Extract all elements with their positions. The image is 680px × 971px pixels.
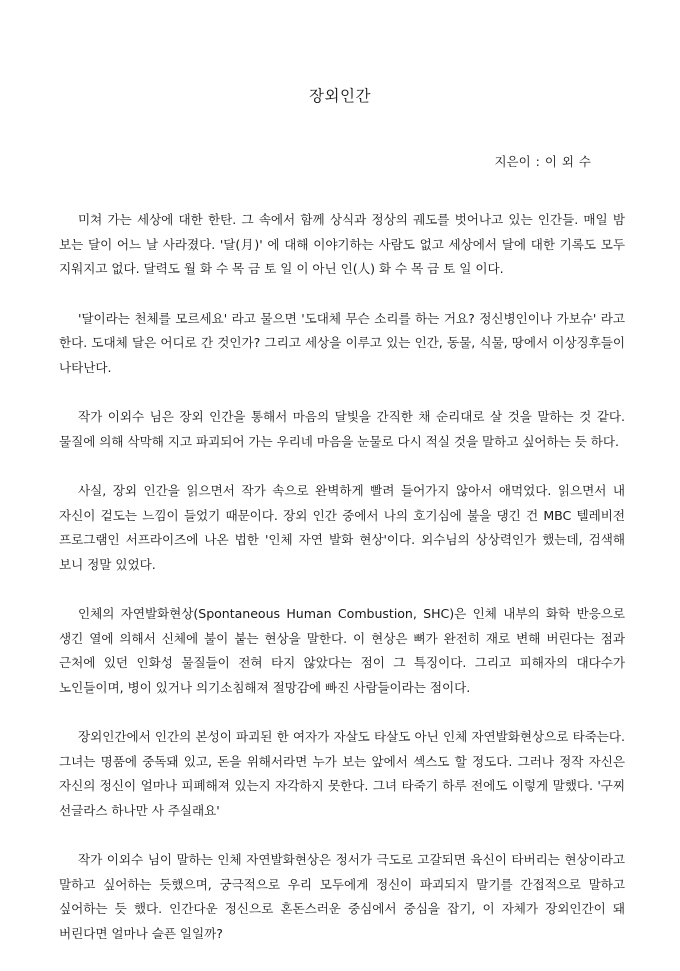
paragraph-4: 사실, 장외 인간을 읽으면서 작가 속으로 완벽하게 빨려 들어가지 않아서 애먹었다. 읽으면서 내 자신이 겉도는 느낌이 들었기 때문이다. 장외 인간 중에서 나의 호기심에 불을 댕긴 건 MBC 텔레비전 프로그램인 서프라이즈에 나온 법한 '인체 자연 발화 현상'이다. 외수님의 상상력인가 했는데, 검색해 보니 정말 있었다. <box>59 483 625 572</box>
paragraph-6: 장외인간에서 인간의 본성이 파괴된 한 여자가 자살도 타살도 아닌 인체 자연발화현상으로 타죽는다. 그녀는 명품에 중독돼 있고, 돈을 위해서라면 누가 보는 앞에서 섹스도 할 정도다. 그러나 정작 자신은 자신의 정신이 얼마나 피폐해져 있는지 자각하지 못한다. 그녀 타죽기 하루 전에도 이렇게 말했다. '구찌 선글라스 하나만 사 주실래요' <box>59 729 625 818</box>
author-line: 지은이 : 이 외 수 <box>494 154 591 169</box>
paragraph-3: 작가 이외수 님은 장외 인간을 통해서 마음의 달빛을 간직한 채 순리대로 살 것을 말하는 것 같다. 물질에 의해 삭막해 지고 파괴되어 가는 우리네 마음을 눈물로 다시 적실 것을 말하고 싶어하는 듯 하다. <box>59 409 625 449</box>
document-title: 장외인간 <box>309 87 371 105</box>
document-body <box>59 208 625 971</box>
paragraph-7: 작가 이외수 님이 말하는 인체 자연발화현상은 정서가 극도로 고갈되면 육신이 타버리는 현상이라고 말하고 싶어하는 듯했으며, 궁극적으로 우리 모두에게 정신이 파괴되지 말기를 간접적으로 말하고 싶어하는 듯 했다. 인간다운 정신으로 혼돈스러운 중심에서 중심을 잡기, 이 자체가 장외인간이 돼 버린다면 얼마나 슬픈 일일까? <box>59 852 625 941</box>
paragraph-5: 인체의 자연발화현상(Spontaneous Human Combustion, SHC)은 인체 내부의 화학 반응으로 생긴 열에 의해서 신체에 불이 붙는 현상을 말한다. 이 현상은 뼈가 완전히 재로 변해 버린다는 점과 근처에 있던 인화성 물질들이 전혀 타지 않았다는 점이 그 특징이다. 그리고 피해자의 대다수가 노인들이며, 병이 있거나 의기소침해져 절망감에 빠진 사람들이라는 점이다. <box>59 606 625 695</box>
paragraph-2: '달이라는 천체를 모르세요' 라고 물으면 '도대체 무슨 소리를 하는 거요? 정신병인이나 가보슈' 라고 한다. 도대체 달은 어디로 간 것인가? 그리고 세상을 이루고 있는 인간, 동물, 식물, 땅에서 이상징후들이 나타난다. <box>59 310 625 375</box>
paragraph-1: 미쳐 가는 세상에 대한 한탄. 그 속에서 함께 상식과 정상의 궤도를 벗어나고 있는 인간들. 매일 밤 보는 달이 어느 날 사라졌다. '달(月)' 에 대해 이야기하는 사람도 없고 세상에서 달에 대한 기록도 모두 지워지고 없다. 달력도 월 화 수 목 금 토 일 이 아닌 인(人) 화 수 목 금 토 일 이다. <box>59 212 625 276</box>
